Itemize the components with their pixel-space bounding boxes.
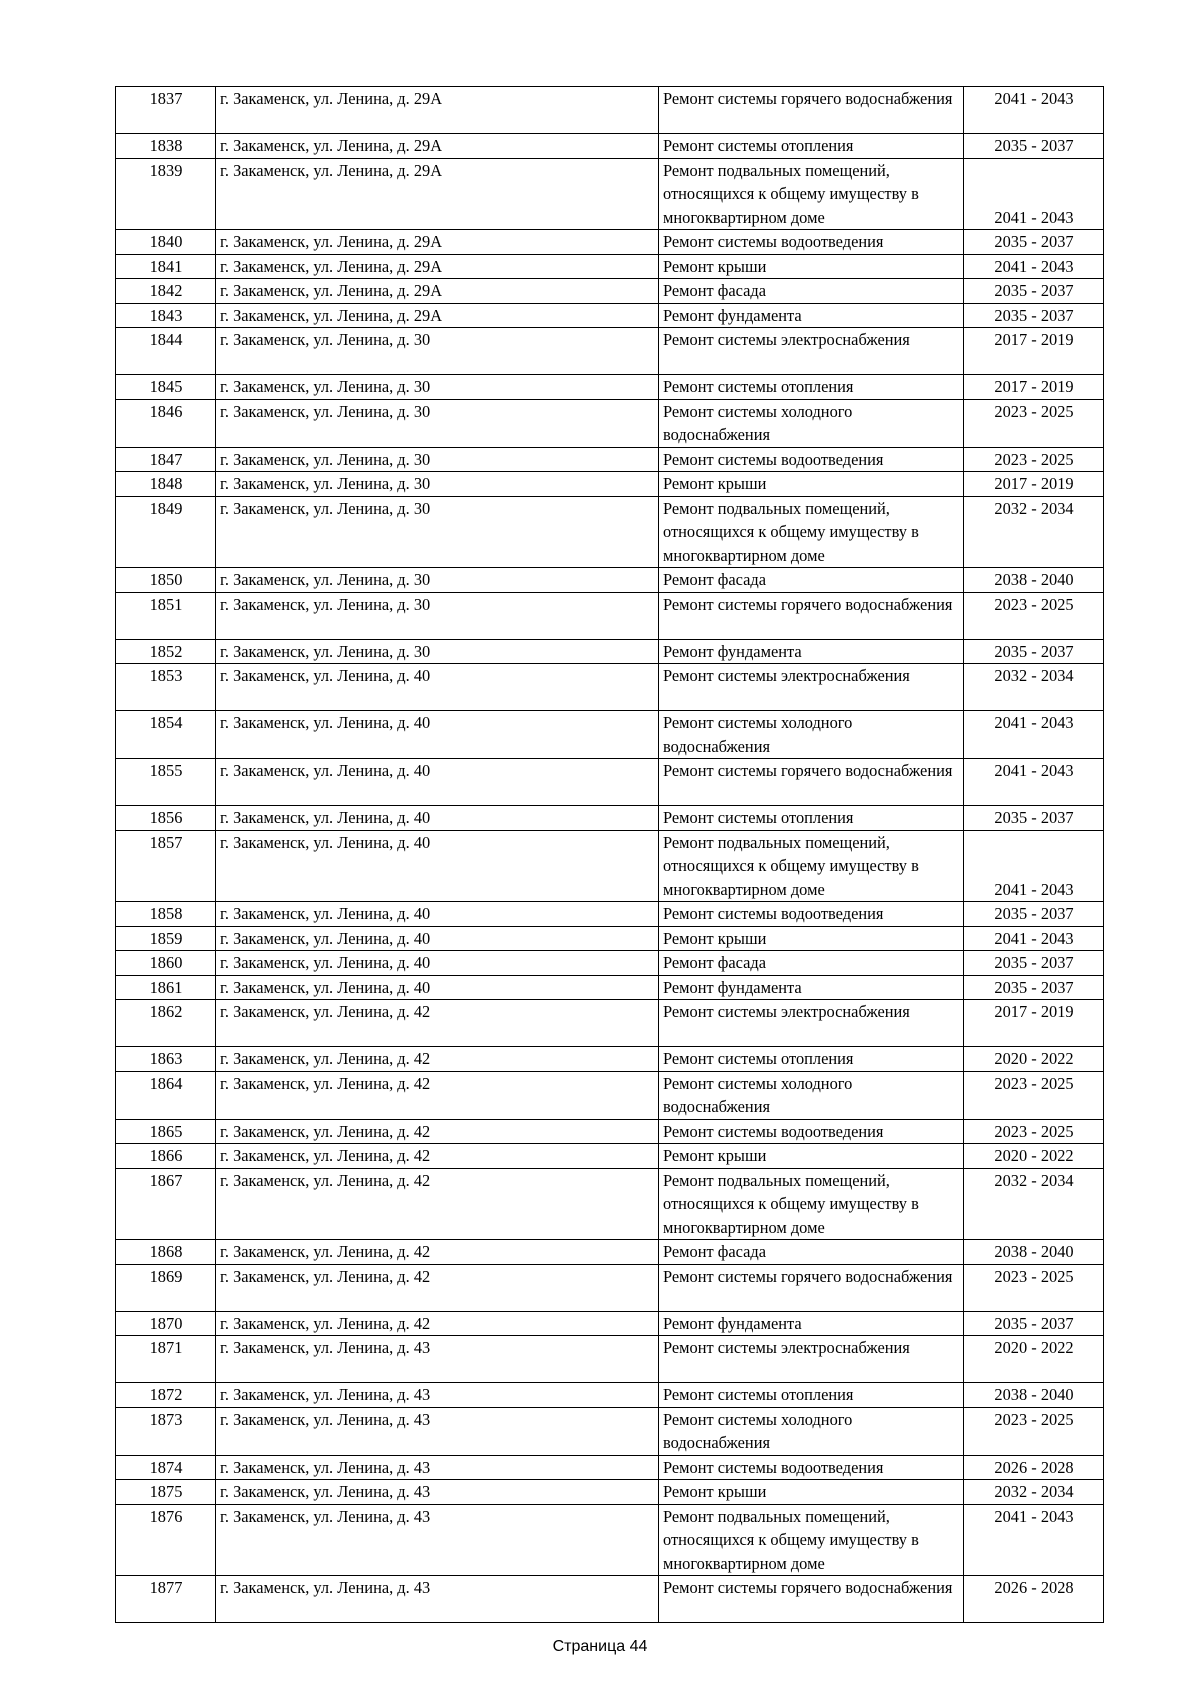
work-type-cell: Ремонт системы электроснабжения [659,328,964,375]
period-cell: 2035 - 2037 [964,639,1104,664]
address-cell: г. Закаменск, ул. Ленина, д. 29А [216,230,659,255]
period-cell: 2023 - 2025 [964,592,1104,639]
row-number-cell: 1855 [116,759,216,806]
address-cell: г. Закаменск, ул. Ленина, д. 43 [216,1336,659,1383]
period-cell: 2041 - 2043 [964,711,1104,759]
row-number-cell: 1857 [116,830,216,902]
table-row [116,1504,1104,1576]
table-row [116,279,1104,304]
address-cell: г. Закаменск, ул. Ленина, д. 40 [216,830,659,902]
work-type-cell: Ремонт крыши [659,472,964,497]
work-type-cell: Ремонт крыши [659,1480,964,1505]
address-cell: г. Закаменск, ул. Ленина, д. 29А [216,279,659,304]
row-number-cell: 1860 [116,951,216,976]
table-row [116,1264,1104,1311]
table-row [116,1407,1104,1455]
row-number-cell: 1844 [116,328,216,375]
row-number-cell: 1837 [116,87,216,134]
work-type-cell: Ремонт фасада [659,1240,964,1265]
period-cell: 2041 - 2043 [964,759,1104,806]
period-cell: 2038 - 2040 [964,568,1104,593]
table-row [116,759,1104,806]
work-type-cell: Ремонт системы холодного водоснабжения [659,711,964,759]
work-type-cell: Ремонт системы горячего водоснабжения [659,1576,964,1623]
row-number-cell: 1854 [116,711,216,759]
work-type-cell: Ремонт системы холодного водоснабжения [659,1071,964,1119]
work-type-cell: Ремонт системы отопления [659,134,964,159]
work-type-cell: Ремонт фундамента [659,303,964,328]
address-cell: г. Закаменск, ул. Ленина, д. 43 [216,1480,659,1505]
work-type-cell: Ремонт подвальных помещений, относящихся к общему имуществу в многоквартирном доме [659,1504,964,1576]
row-number-cell: 1864 [116,1071,216,1119]
period-cell: 2035 - 2037 [964,230,1104,255]
address-cell: г. Закаменск, ул. Ленина, д. 42 [216,1047,659,1072]
work-type-cell: Ремонт системы электроснабжения [659,1336,964,1383]
address-cell: г. Закаменск, ул. Ленина, д. 30 [216,328,659,375]
address-cell: г. Закаменск, ул. Ленина, д. 30 [216,399,659,447]
period-cell: 2032 - 2034 [964,496,1104,568]
table-row [116,303,1104,328]
table-row [116,134,1104,159]
row-number-cell: 1846 [116,399,216,447]
row-number-cell: 1863 [116,1047,216,1072]
row-number-cell: 1873 [116,1407,216,1455]
address-cell: г. Закаменск, ул. Ленина, д. 30 [216,447,659,472]
table-row [116,975,1104,1000]
address-cell: г. Закаменск, ул. Ленина, д. 42 [216,1264,659,1311]
row-number-cell: 1865 [116,1119,216,1144]
address-cell: г. Закаменск, ул. Ленина, д. 40 [216,975,659,1000]
period-cell: 2035 - 2037 [964,951,1104,976]
table-row [116,375,1104,400]
row-number-cell: 1842 [116,279,216,304]
table-row [116,1311,1104,1336]
period-cell: 2020 - 2022 [964,1336,1104,1383]
row-number-cell: 1874 [116,1455,216,1480]
address-cell: г. Закаменск, ул. Ленина, д. 43 [216,1407,659,1455]
row-number-cell: 1856 [116,806,216,831]
page-number: Страница 44 [552,1638,648,1655]
row-number-cell: 1870 [116,1311,216,1336]
work-type-cell: Ремонт системы электроснабжения [659,664,964,711]
period-cell: 2023 - 2025 [964,447,1104,472]
address-cell: г. Закаменск, ул. Ленина, д. 42 [216,1000,659,1047]
address-cell: г. Закаменск, ул. Ленина, д. 42 [216,1144,659,1169]
work-type-cell: Ремонт подвальных помещений, относящихся к общему имуществу в многоквартирном доме [659,158,964,230]
address-cell: г. Закаменск, ул. Ленина, д. 40 [216,664,659,711]
address-cell: г. Закаменск, ул. Ленина, д. 29А [216,134,659,159]
work-type-cell: Ремонт подвальных помещений, относящихся к общему имуществу в многоквартирном доме [659,830,964,902]
period-cell: 2038 - 2040 [964,1240,1104,1265]
table-row [116,87,1104,134]
period-cell: 2026 - 2028 [964,1576,1104,1623]
period-cell: 2020 - 2022 [964,1047,1104,1072]
row-number-cell: 1858 [116,902,216,927]
row-number-cell: 1866 [116,1144,216,1169]
period-cell: 2041 - 2043 [964,1504,1104,1576]
row-number-cell: 1851 [116,592,216,639]
table-row [116,1119,1104,1144]
period-cell: 2017 - 2019 [964,328,1104,375]
work-type-cell: Ремонт крыши [659,1144,964,1169]
table-row [116,1071,1104,1119]
table-row [116,592,1104,639]
table-row [116,902,1104,927]
address-cell: г. Закаменск, ул. Ленина, д. 40 [216,926,659,951]
period-cell: 2017 - 2019 [964,472,1104,497]
address-cell: г. Закаменск, ул. Ленина, д. 30 [216,472,659,497]
table-row [116,447,1104,472]
address-cell: г. Закаменск, ул. Ленина, д. 43 [216,1504,659,1576]
period-cell: 2026 - 2028 [964,1455,1104,1480]
work-type-cell: Ремонт системы горячего водоснабжения [659,759,964,806]
work-type-cell: Ремонт подвальных помещений, относящихся к общему имуществу в многоквартирном доме [659,496,964,568]
row-number-cell: 1871 [116,1336,216,1383]
table-row [116,328,1104,375]
row-number-cell: 1847 [116,447,216,472]
table-row [116,639,1104,664]
work-type-cell: Ремонт системы электроснабжения [659,1000,964,1047]
table-row [116,1336,1104,1383]
period-cell: 2041 - 2043 [964,254,1104,279]
row-number-cell: 1850 [116,568,216,593]
work-type-cell: Ремонт системы водоотведения [659,447,964,472]
period-cell: 2023 - 2025 [964,1071,1104,1119]
work-type-cell: Ремонт фундамента [659,975,964,1000]
address-cell: г. Закаменск, ул. Ленина, д. 40 [216,951,659,976]
period-cell: 2035 - 2037 [964,279,1104,304]
address-cell: г. Закаменск, ул. Ленина, д. 42 [216,1168,659,1240]
period-cell: 2023 - 2025 [964,1119,1104,1144]
address-cell: г. Закаменск, ул. Ленина, д. 29А [216,303,659,328]
address-cell: г. Закаменск, ул. Ленина, д. 43 [216,1383,659,1408]
repair-schedule-table [115,86,1104,1623]
period-cell: 2041 - 2043 [964,87,1104,134]
work-type-cell: Ремонт системы водоотведения [659,1455,964,1480]
period-cell: 2032 - 2034 [964,664,1104,711]
address-cell: г. Закаменск, ул. Ленина, д. 42 [216,1119,659,1144]
period-cell: 2041 - 2043 [964,830,1104,902]
period-cell: 2023 - 2025 [964,1264,1104,1311]
work-type-cell: Ремонт системы водоотведения [659,1119,964,1144]
address-cell: г. Закаменск, ул. Ленина, д. 43 [216,1455,659,1480]
work-type-cell: Ремонт крыши [659,926,964,951]
address-cell: г. Закаменск, ул. Ленина, д. 30 [216,375,659,400]
work-type-cell: Ремонт системы горячего водоснабжения [659,1264,964,1311]
address-cell: г. Закаменск, ул. Ленина, д. 30 [216,568,659,593]
table-row [116,1455,1104,1480]
address-cell: г. Закаменск, ул. Ленина, д. 42 [216,1071,659,1119]
period-cell: 2035 - 2037 [964,902,1104,927]
work-type-cell: Ремонт системы отопления [659,1047,964,1072]
row-number-cell: 1862 [116,1000,216,1047]
work-type-cell: Ремонт фасада [659,568,964,593]
table-row [116,399,1104,447]
work-type-cell: Ремонт подвальных помещений, относящихся к общему имуществу в многоквартирном доме [659,1168,964,1240]
address-cell: г. Закаменск, ул. Ленина, д. 40 [216,759,659,806]
period-cell: 2017 - 2019 [964,375,1104,400]
work-type-cell: Ремонт системы водоотведения [659,902,964,927]
period-cell: 2032 - 2034 [964,1480,1104,1505]
address-cell: г. Закаменск, ул. Ленина, д. 43 [216,1576,659,1623]
table-row [116,951,1104,976]
period-cell: 2017 - 2019 [964,1000,1104,1047]
table-row [116,1047,1104,1072]
period-cell: 2041 - 2043 [964,158,1104,230]
work-type-cell: Ремонт системы холодного водоснабжения [659,399,964,447]
work-type-cell: Ремонт фасада [659,279,964,304]
address-cell: г. Закаменск, ул. Ленина, д. 42 [216,1311,659,1336]
address-cell: г. Закаменск, ул. Ленина, д. 40 [216,902,659,927]
period-cell: 2035 - 2037 [964,303,1104,328]
row-number-cell: 1877 [116,1576,216,1623]
period-cell: 2032 - 2034 [964,1168,1104,1240]
table-row [116,1000,1104,1047]
table-row [116,1383,1104,1408]
address-cell: г. Закаменск, ул. Ленина, д. 29А [216,254,659,279]
work-type-cell: Ремонт системы отопления [659,806,964,831]
work-type-cell: Ремонт системы отопления [659,1383,964,1408]
period-cell: 2035 - 2037 [964,975,1104,1000]
period-cell: 2023 - 2025 [964,1407,1104,1455]
table-row [116,1168,1104,1240]
table-row [116,230,1104,255]
work-type-cell: Ремонт системы горячего водоснабжения [659,87,964,134]
work-type-cell: Ремонт фасада [659,951,964,976]
row-number-cell: 1843 [116,303,216,328]
period-cell: 2023 - 2025 [964,399,1104,447]
work-type-cell: Ремонт фундамента [659,1311,964,1336]
table-row [116,496,1104,568]
row-number-cell: 1861 [116,975,216,1000]
work-type-cell: Ремонт системы холодного водоснабжения [659,1407,964,1455]
period-cell: 2035 - 2037 [964,134,1104,159]
row-number-cell: 1859 [116,926,216,951]
address-cell: г. Закаменск, ул. Ленина, д. 42 [216,1240,659,1265]
row-number-cell: 1839 [116,158,216,230]
work-type-cell: Ремонт фундамента [659,639,964,664]
period-cell: 2038 - 2040 [964,1383,1104,1408]
address-cell: г. Закаменск, ул. Ленина, д. 29А [216,158,659,230]
address-cell: г. Закаменск, ул. Ленина, д. 30 [216,592,659,639]
table-body [116,87,1104,1623]
period-cell: 2041 - 2043 [964,926,1104,951]
row-number-cell: 1841 [116,254,216,279]
row-number-cell: 1848 [116,472,216,497]
table-row [116,1576,1104,1623]
period-cell: 2035 - 2037 [964,1311,1104,1336]
row-number-cell: 1845 [116,375,216,400]
work-type-cell: Ремонт системы горячего водоснабжения [659,592,964,639]
row-number-cell: 1840 [116,230,216,255]
row-number-cell: 1867 [116,1168,216,1240]
table-row [116,1480,1104,1505]
row-number-cell: 1869 [116,1264,216,1311]
table-row [116,1240,1104,1265]
row-number-cell: 1875 [116,1480,216,1505]
work-type-cell: Ремонт крыши [659,254,964,279]
table-row [116,806,1104,831]
table-row [116,158,1104,230]
period-cell: 2035 - 2037 [964,806,1104,831]
period-cell: 2020 - 2022 [964,1144,1104,1169]
address-cell: г. Закаменск, ул. Ленина, д. 30 [216,639,659,664]
table-row [116,472,1104,497]
table-row [116,711,1104,759]
row-number-cell: 1838 [116,134,216,159]
row-number-cell: 1872 [116,1383,216,1408]
address-cell: г. Закаменск, ул. Ленина, д. 30 [216,496,659,568]
work-type-cell: Ремонт системы отопления [659,375,964,400]
work-type-cell: Ремонт системы водоотведения [659,230,964,255]
table-row [116,254,1104,279]
address-cell: г. Закаменск, ул. Ленина, д. 40 [216,711,659,759]
address-cell: г. Закаменск, ул. Ленина, д. 40 [216,806,659,831]
table-row [116,926,1104,951]
table-row [116,830,1104,902]
row-number-cell: 1876 [116,1504,216,1576]
table-row [116,568,1104,593]
table-row [116,1144,1104,1169]
row-number-cell: 1849 [116,496,216,568]
row-number-cell: 1868 [116,1240,216,1265]
row-number-cell: 1852 [116,639,216,664]
table-row [116,664,1104,711]
address-cell: г. Закаменск, ул. Ленина, д. 29А [216,87,659,134]
row-number-cell: 1853 [116,664,216,711]
